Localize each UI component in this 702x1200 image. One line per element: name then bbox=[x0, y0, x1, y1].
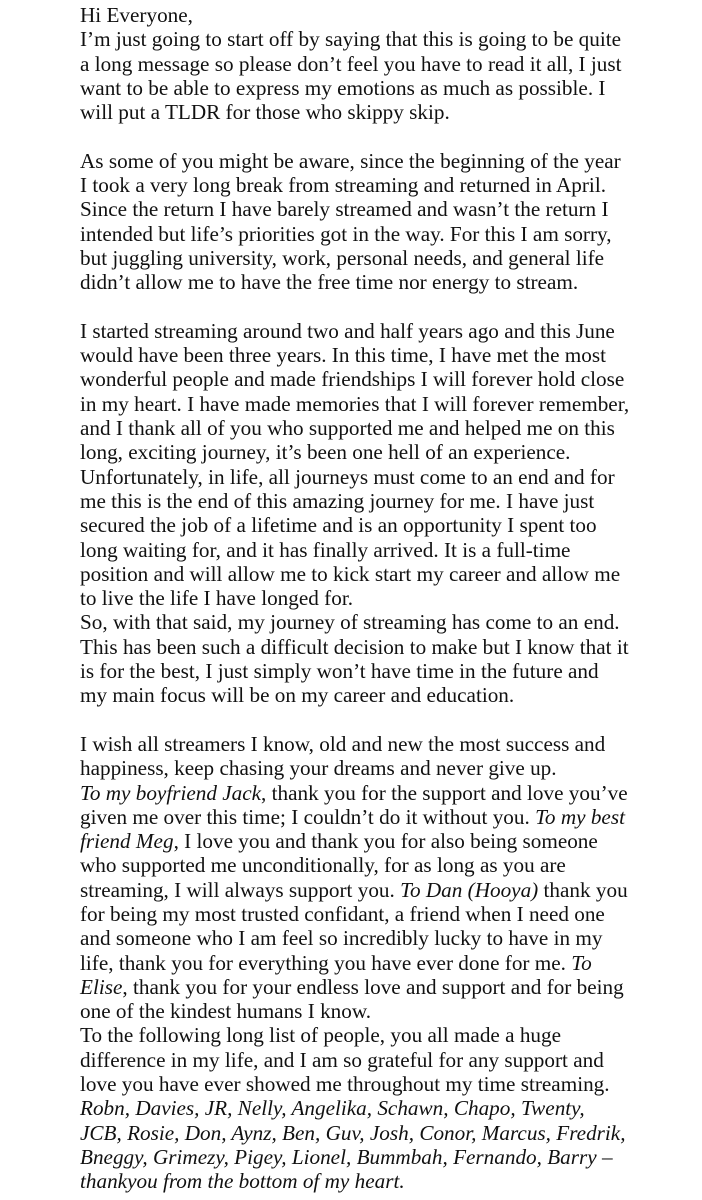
text-run: streaming, I will always support you. bbox=[80, 877, 401, 902]
paragraph-intro bbox=[80, 27, 695, 124]
text-line: would have been three years. In this time, I have met the most bbox=[80, 343, 606, 368]
text-line: and someone who I am feel so incredibly lucky to have in my bbox=[80, 926, 603, 951]
text-run: , I love you and thank you for also being someone bbox=[173, 829, 598, 854]
dedication-dan: To Dan (Hooya) bbox=[400, 877, 539, 902]
text-line: one of the kindest humans I know. bbox=[80, 999, 372, 1024]
text-run: life, thank you for everything you have ever done for me. bbox=[80, 950, 572, 975]
text-line: Since the return I have barely streamed and wasn’t the return I bbox=[80, 197, 609, 222]
paragraph-journey bbox=[80, 319, 695, 708]
paragraph-thanks bbox=[80, 732, 695, 1194]
text-line: a long message so please don’t feel you have to read it all, I just bbox=[80, 51, 622, 76]
text-line: and I thank all of you who supported me and helped me on this bbox=[80, 416, 615, 441]
names-list-line: thankyou from the bottom of my heart. bbox=[80, 1169, 405, 1194]
names-list-line: Bneggy, Grimezy, Pigey, Lionel, Bummbah, Fernando, Barry – bbox=[80, 1144, 613, 1169]
text-line: long waiting for, and it has finally arrived. It is a full-time bbox=[80, 537, 571, 562]
dedication-elise-start: To bbox=[571, 950, 592, 975]
text-line: To the following long list of people, you all made a huge bbox=[80, 1023, 562, 1048]
text-line bbox=[80, 781, 695, 805]
text-line: in my heart. I have made memories that I will forever remember, bbox=[80, 391, 630, 416]
text-line: didn’t allow me to have the free time nor energy to stream. bbox=[80, 270, 579, 295]
dedication-jack: To my boyfriend Jack bbox=[80, 780, 262, 805]
names-list-line: Robn, Davies, JR, Nelly, Angelika, Schawn, Chapo, Twenty, bbox=[80, 1096, 585, 1121]
text-line bbox=[80, 805, 695, 829]
dedication-meg-end: friend Meg bbox=[80, 829, 174, 854]
text-line bbox=[80, 829, 695, 853]
text-line: to live the life I have longed for. bbox=[80, 586, 353, 611]
text-line: intended but life’s priorities got in the way. For this I am sorry, bbox=[80, 221, 612, 246]
text-line bbox=[80, 951, 695, 975]
text-run: , thank you for the support and love you’ve bbox=[261, 780, 628, 805]
text-line: position and will allow me to kick start my career and allow me bbox=[80, 561, 621, 586]
text-line: is for the best, I just simply won’t have time in the future and bbox=[80, 659, 599, 684]
text-line: love you have ever showed me throughout my time streaming. bbox=[80, 1072, 610, 1097]
text-line: Unfortunately, in life, all journeys must come to an end and for bbox=[80, 464, 615, 489]
text-line bbox=[80, 878, 695, 902]
text-line: who supported me unconditionally, for as long as you are bbox=[80, 853, 566, 878]
greeting-line: Hi Everyone, bbox=[80, 3, 193, 27]
dedication-meg-start: To my best bbox=[535, 804, 625, 829]
text-line: secured the job of a lifetime and is an opportunity I spent too bbox=[80, 513, 597, 538]
text-line: As some of you might be aware, since the beginning of the year bbox=[80, 148, 621, 173]
text-line: me this is the end of this amazing journey for me. I have just bbox=[80, 488, 595, 513]
text-run: given me over this time; I couldn’t do it without you. bbox=[80, 804, 536, 829]
text-line bbox=[80, 975, 695, 999]
text-line: my main focus will be on my career and education. bbox=[80, 683, 515, 708]
text-line: long, exciting journey, it’s been one hell of an experience. bbox=[80, 440, 571, 465]
text-line: wonderful people and made friendships I will forever hold close bbox=[80, 367, 625, 392]
text-line: difference in my life, and I am so grateful for any support and bbox=[80, 1047, 604, 1072]
names-list-line: JCB, Rosie, Don, Aynz, Ben, Guv, Josh, Conor, Marcus, Fredrik, bbox=[80, 1120, 626, 1145]
text-line: happiness, keep chasing your dreams and never give up. bbox=[80, 756, 557, 781]
text-line: want to be able to express my emotions as much as possible. I bbox=[80, 75, 606, 100]
greeting bbox=[80, 3, 695, 27]
text-line: for being my most trusted confidant, a friend when I need one bbox=[80, 901, 605, 926]
text-run: , thank you for your endless love and support and for being bbox=[122, 974, 624, 999]
text-line: I wish all streamers I know, old and new the most success and bbox=[80, 731, 606, 756]
text-line: I took a very long break from streaming and returned in April. bbox=[80, 173, 607, 198]
text-line: will put a TLDR for those who skippy skip. bbox=[80, 100, 450, 125]
text-run: thank you bbox=[538, 877, 628, 902]
letter-document bbox=[80, 3, 695, 1194]
text-line: This has been such a difficult decision to make but I know that it bbox=[80, 634, 629, 659]
paragraph-break bbox=[80, 149, 695, 295]
text-line: but juggling university, work, personal needs, and general life bbox=[80, 245, 605, 270]
dedication-elise-end: Elise bbox=[80, 974, 123, 999]
text-line: I’m just going to start off by saying that this is going to be quite bbox=[80, 27, 622, 52]
text-line: So, with that said, my journey of streaming has come to an end. bbox=[80, 610, 620, 635]
text-line: I started streaming around two and half years ago and this June bbox=[80, 318, 615, 343]
